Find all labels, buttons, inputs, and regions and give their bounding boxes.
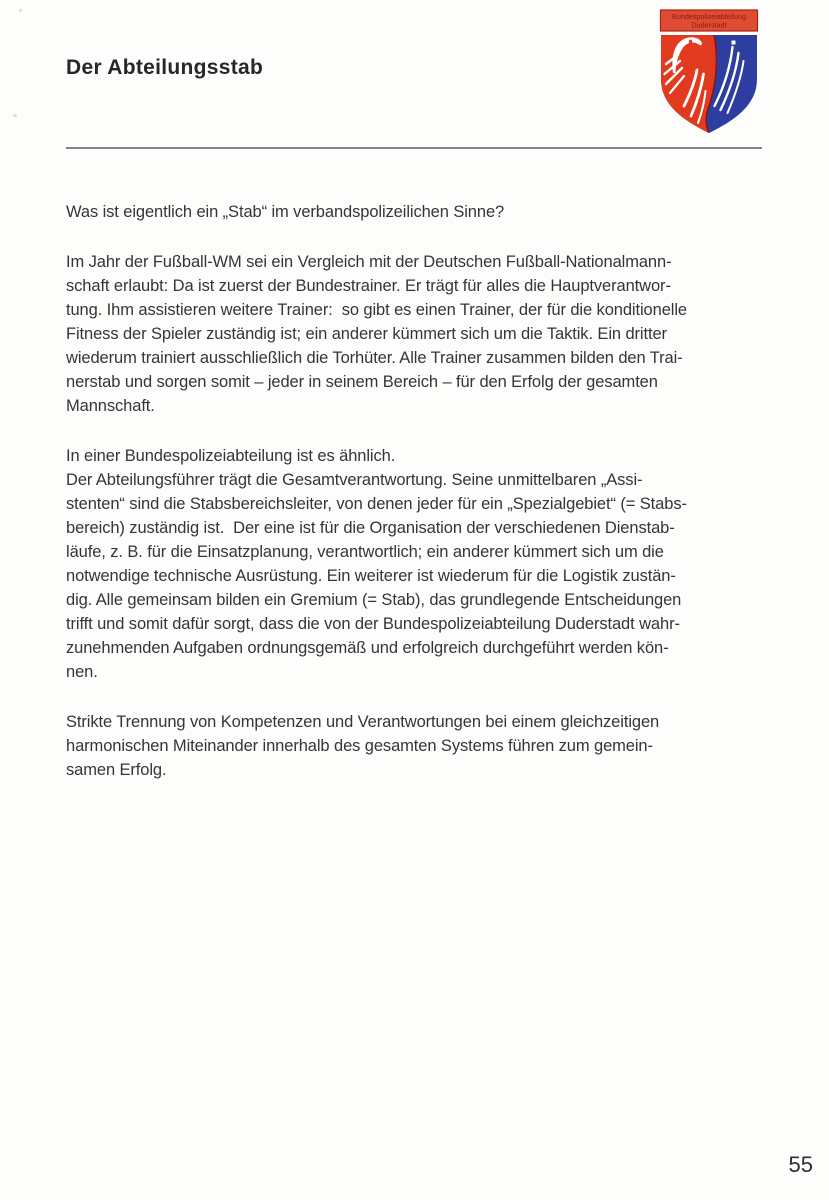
crest-banner-text-line1: Bundespolizeiabteilung — [672, 12, 746, 21]
text-line: notwendige technische Ausrüstung. Ein weiterer ist wiederum für die Logistik zustän- — [66, 567, 676, 585]
paragraph — [66, 250, 790, 418]
page-title: Der Abteilungsstab — [66, 56, 264, 79]
text-line: Was ist eigentlich ein „Stab“ im verbandspolizeilichen Sinne? — [66, 203, 505, 221]
text-line: In einer Bundespolizeiabteilung ist es ähnlich. — [66, 447, 396, 465]
text-line: Strikte Trennung von Kompetenzen und Verantwortungen bei einem gleichzeitigen — [66, 713, 660, 731]
text-line: Mannschaft. — [66, 397, 155, 415]
text-line: stenten“ sind die Stabsbereichsleiter, von denen jeder für ein „Spezialgebiet“ (= Stabs- — [66, 495, 687, 513]
text-line: Fitness der Spieler zuständig ist; ein anderer kümmert sich um die Taktik. Ein dritter — [66, 325, 667, 343]
text-line: bereich) zuständig ist. Der eine ist für die Organisation der verschiedenen Dienstab- — [66, 519, 675, 537]
paragraph — [66, 444, 790, 684]
text-line: läufe, z. B. für die Einsatzplanung, verantwortlich; ein anderer kümmert sich um die — [66, 543, 664, 561]
text-line: nerstab und sorgen somit – jeder in seinem Bereich – für den Erfolg der gesamten — [66, 373, 658, 391]
text-line: nen. — [66, 663, 98, 681]
crest-svg — [656, 8, 762, 136]
scan-speck — [13, 114, 17, 117]
text-line: schaft erlaubt: Da ist zuerst der Bundestrainer. Er trägt für alles die Hauptverantwor- — [66, 277, 671, 295]
text-line: Im Jahr der Fußball-WM sei ein Vergleich mit der Deutschen Fußball-Nationalmann- — [66, 253, 672, 271]
text-line: trifft und somit dafür sorgt, dass die von der Bundespolizeiabteilung Duderstadt wahr- — [66, 615, 680, 633]
scan-speck — [19, 9, 22, 12]
text-line: harmonischen Miteinander innerhalb des gesamten Systems führen zum gemein- — [66, 737, 653, 755]
blue-half-dot — [732, 41, 736, 45]
text-line: dig. Alle gemeinsam bilden ein Gremium (= Stab), das grundlegende Entscheidungen — [66, 591, 682, 609]
text-line: tung. Ihm assistieren weitere Trainer: so gibt es einen Trainer, der für die konditionelle — [66, 301, 687, 319]
text-line: wiederum trainiert ausschließlich die Torhüter. Alle Trainer zusammen bilden den Trai- — [66, 349, 683, 367]
text-line: Der Abteilungsführer trägt die Gesamtverantwortung. Seine unmittelbaren „Assi- — [66, 471, 643, 489]
header-rule — [66, 147, 762, 149]
page-number: 55 — [788, 1152, 813, 1177]
text-line: zunehmenden Aufgaben ordnungsgemäß und erfolgreich durchgeführt werden kön- — [66, 639, 669, 657]
text-line: samen Erfolg. — [66, 761, 167, 779]
crest-banner-text-line2: Duderstadt — [691, 20, 727, 30]
unit-crest — [656, 8, 762, 136]
paragraph — [66, 710, 790, 782]
body-text — [66, 200, 790, 808]
eagle-eye — [689, 40, 692, 43]
paragraph — [66, 200, 790, 224]
